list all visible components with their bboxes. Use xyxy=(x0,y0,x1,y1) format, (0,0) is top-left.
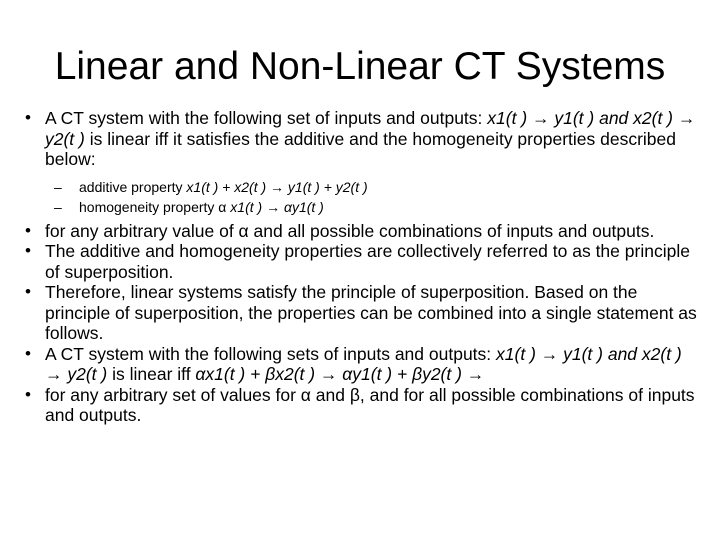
bullet-icon: • xyxy=(25,108,31,127)
bullet-item xyxy=(22,108,702,170)
dash-icon: – xyxy=(54,178,62,195)
bullet-math: x1(t ) → y1(t ) and x2(t ) → y2(t ) xyxy=(45,343,682,384)
slide-content xyxy=(22,108,702,426)
bullet-text: A CT system with the following sets of inputs and outputs: xyxy=(45,343,497,364)
bullet-icon: • xyxy=(25,241,31,260)
sub-bullet-item xyxy=(22,177,702,198)
bullet-math: x1(t ) → y1(t ) and x2(t ) → y2(t ) xyxy=(45,108,696,149)
bullet-icon: • xyxy=(25,220,31,240)
slide-title: Linear and Non-Linear CT Systems xyxy=(54,45,666,88)
bullet-item xyxy=(22,344,702,385)
bullet-item xyxy=(22,221,702,242)
sub-bullet-math: x1(t ) + x2(t ) → y1(t ) + y2(t ) xyxy=(186,178,368,195)
bullet-text: Therefore, linear systems satisfy the principle of superposition. Based on the principle of superposition, the properties can be combined into a single statement as follows. xyxy=(45,282,697,343)
bullet-text: for any arbitrary set of values for α and β, and for all possible combinations of inputs and outputs. xyxy=(45,384,695,425)
bullet-item xyxy=(22,282,702,344)
bullet-math: αx1(t ) + βx2(t ) → αy1(t ) + βy2(t ) → xyxy=(195,364,485,384)
bullet-item xyxy=(22,385,702,426)
bullet-icon: • xyxy=(25,384,31,404)
bullet-text: is linear iff xyxy=(107,364,196,384)
bullet-icon: • xyxy=(25,282,31,301)
sub-bullet-item xyxy=(22,197,702,218)
sub-bullet-label: additive property xyxy=(79,178,187,195)
sub-bullet-math: x1(t ) → αy1(t ) xyxy=(230,199,324,215)
bullet-item xyxy=(22,241,702,282)
bullet-text: A CT system with the following set of inputs and outputs: xyxy=(45,108,488,128)
dash-icon: – xyxy=(54,199,62,215)
bullet-text: The additive and homogeneity properties are collectively referred to as the principle of superposition. xyxy=(45,241,690,282)
bullet-text: is linear iff it satisfies the additive and the homogeneity properties described below: xyxy=(45,128,676,169)
bullet-icon: • xyxy=(25,343,31,363)
sub-bullet-label: homogeneity property α xyxy=(79,199,231,215)
bullet-text: for any arbitrary value of α and all possible combinations of inputs and outputs. xyxy=(45,220,655,241)
